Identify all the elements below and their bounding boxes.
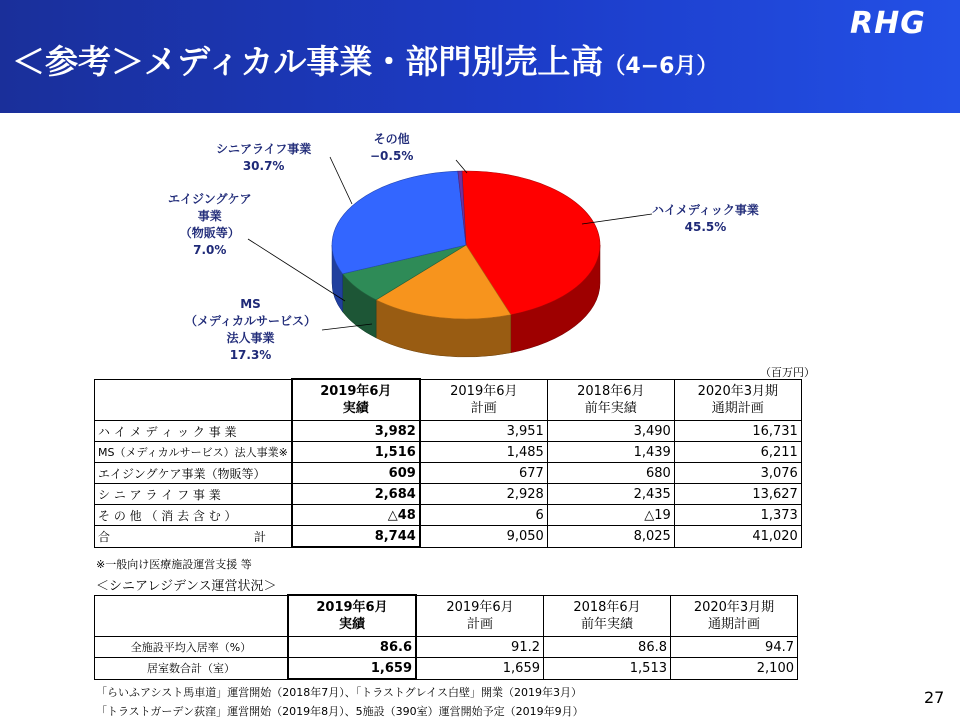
cell-actual: 1,516 — [292, 442, 420, 463]
table-row — [95, 484, 802, 505]
cell-fy: 13,627 — [674, 484, 801, 505]
row-label: エイジングケア事業（物販等） — [95, 463, 292, 484]
table-row — [95, 505, 802, 526]
table1-note: ※一般向け医療施設運営支援 等 — [96, 558, 252, 571]
pie-slice-エイジングケア事業（物販等） — [343, 245, 466, 300]
cell-actual: 3,982 — [292, 421, 420, 442]
header-col-plan: 2019年6月 計画 — [420, 379, 548, 421]
leader-line-2 — [248, 239, 345, 301]
cell-plan: 1,659 — [416, 658, 544, 680]
section-title: ＜シニアレジデンス運営状況＞ — [96, 579, 277, 594]
label-senior-pct: 30.7% — [242, 159, 285, 173]
cell-fy: 2,100 — [671, 658, 798, 680]
table-row — [95, 421, 802, 442]
row-label: 居室数合計（室） — [95, 658, 289, 680]
leader-line-4 — [582, 214, 652, 224]
sales-table — [94, 378, 802, 548]
label-ms-l2: （メディカルサービス） — [185, 314, 317, 328]
cell-actual: 609 — [292, 463, 420, 484]
leader-line-0 — [330, 157, 352, 204]
company-logo: RHG — [850, 6, 926, 41]
table-row — [95, 637, 798, 658]
row-label: 合 計 — [95, 526, 292, 548]
cell-plan: 3,951 — [420, 421, 548, 442]
label-himedic-name: ハイメディック事業 — [652, 203, 759, 217]
page-number: 27 — [924, 688, 945, 707]
cell-fy: 16,731 — [674, 421, 801, 442]
pie-side-エイジングケア事業（物販等） — [343, 274, 377, 338]
label-aging-pct: 7.0% — [193, 243, 227, 257]
label-aging-l2: 事業 — [197, 209, 222, 223]
label-aging-l1: エイジングケア — [168, 192, 252, 206]
pie-slice-その他 — [458, 171, 466, 245]
cell-prev: 2,435 — [547, 484, 674, 505]
cell-prev: 8,025 — [547, 526, 674, 548]
cell-prev: 86.8 — [544, 637, 671, 658]
header-col-actual: 2019年6月 実績 — [288, 595, 416, 637]
cell-actual: △48 — [292, 505, 420, 526]
title-sub: （4−6月） — [603, 54, 719, 79]
residence-table — [94, 594, 798, 680]
cell-prev: 3,490 — [547, 421, 674, 442]
header-col-fy: 2020年3月期 通期計画 — [671, 595, 798, 637]
cell-plan: 6 — [420, 505, 548, 526]
leader-line-1 — [456, 160, 467, 173]
cell-plan: 2,928 — [420, 484, 548, 505]
row-label: そ の 他 （ 消 去 含 む ） — [95, 505, 292, 526]
label-senior-name: シニアライフ事業 — [216, 142, 312, 156]
cell-actual: 1,659 — [288, 658, 416, 680]
header-banner — [0, 0, 960, 113]
header-col-prev: 2018年6月 前年実績 — [547, 379, 674, 421]
cell-prev: 1,513 — [544, 658, 671, 680]
header-blank — [95, 595, 289, 637]
header-col-fy: 2020年3月期 通期計画 — [674, 379, 801, 421]
cell-plan: 91.2 — [416, 637, 544, 658]
pie-side-シニアライフ事業 — [332, 245, 343, 312]
header-col-plan: 2019年6月 計画 — [416, 595, 544, 637]
cell-actual: 8,744 — [292, 526, 420, 548]
label-other-name: その他 — [373, 132, 410, 146]
cell-fy: 41,020 — [674, 526, 801, 548]
cell-prev: 680 — [547, 463, 674, 484]
cell-fy: 1,373 — [674, 505, 801, 526]
pie-slice-MS（メディカルサービス）法人事業 — [376, 245, 511, 319]
cell-fy: 94.7 — [671, 637, 798, 658]
label-ms — [185, 296, 316, 364]
cell-plan: 677 — [420, 463, 548, 484]
table2-note-1: 「らいふアシスト馬車道」運営開始（2018年7月）、「トラストグレイス白壁」開業（2019年3月） — [96, 686, 583, 699]
residence-header-row — [95, 595, 798, 637]
table-row — [95, 463, 802, 484]
cell-actual: 2,684 — [292, 484, 420, 505]
label-ms-l3: 法人事業 — [226, 331, 275, 345]
row-label: 全施設平均入居率（%） — [95, 637, 289, 658]
label-other-pct: −0.5% — [370, 149, 414, 163]
cell-prev: 1,439 — [547, 442, 674, 463]
cell-plan: 1,485 — [420, 442, 548, 463]
total-row — [95, 526, 802, 548]
label-ms-pct: 17.3% — [229, 348, 272, 362]
label-aging-l3: （物販等） — [179, 226, 240, 240]
row-label: ハ イ メ デ ィ ッ ク 事 業 — [95, 421, 292, 442]
header-col-actual: 2019年6月 実績 — [292, 379, 420, 421]
page-title — [12, 36, 718, 83]
label-senior — [216, 141, 311, 175]
row-label: MS（メディカルサービス）法人事業※ — [95, 442, 292, 463]
cell-actual: 86.6 — [288, 637, 416, 658]
label-himedic — [652, 202, 759, 236]
pie-side-ハイメディック事業 — [511, 245, 600, 353]
row-label: シ ニ ア ラ イ フ 事 業 — [95, 484, 292, 505]
label-himedic-pct: 45.5% — [684, 220, 727, 234]
cell-fy: 3,076 — [674, 463, 801, 484]
cell-plan: 9,050 — [420, 526, 548, 548]
sales-header-row — [95, 379, 802, 421]
label-ms-l1: MS — [240, 297, 261, 311]
leader-line-3 — [322, 324, 372, 330]
table2-note-2: 「トラストガーデン荻窪」運営開始（2019年8月）、5施設（390室）運営開始予定（2019年9月） — [96, 705, 584, 718]
title-main: ＜参考＞メディカル事業・部門別売上高 — [12, 42, 604, 81]
label-aging — [168, 191, 251, 259]
cell-prev: △19 — [547, 505, 674, 526]
table-row — [95, 658, 798, 680]
pie-slice-シニアライフ事業 — [332, 171, 466, 274]
label-other — [370, 131, 413, 165]
cell-fy: 6,211 — [674, 442, 801, 463]
pie-side-MS（メディカルサービス）法人事業 — [376, 300, 511, 357]
header-col-prev: 2018年6月 前年実績 — [544, 595, 671, 637]
pie-slice-ハイメディック事業 — [462, 171, 600, 315]
table-row — [95, 442, 802, 463]
unit-label: （百万円） — [760, 366, 815, 379]
header-blank — [95, 379, 292, 421]
